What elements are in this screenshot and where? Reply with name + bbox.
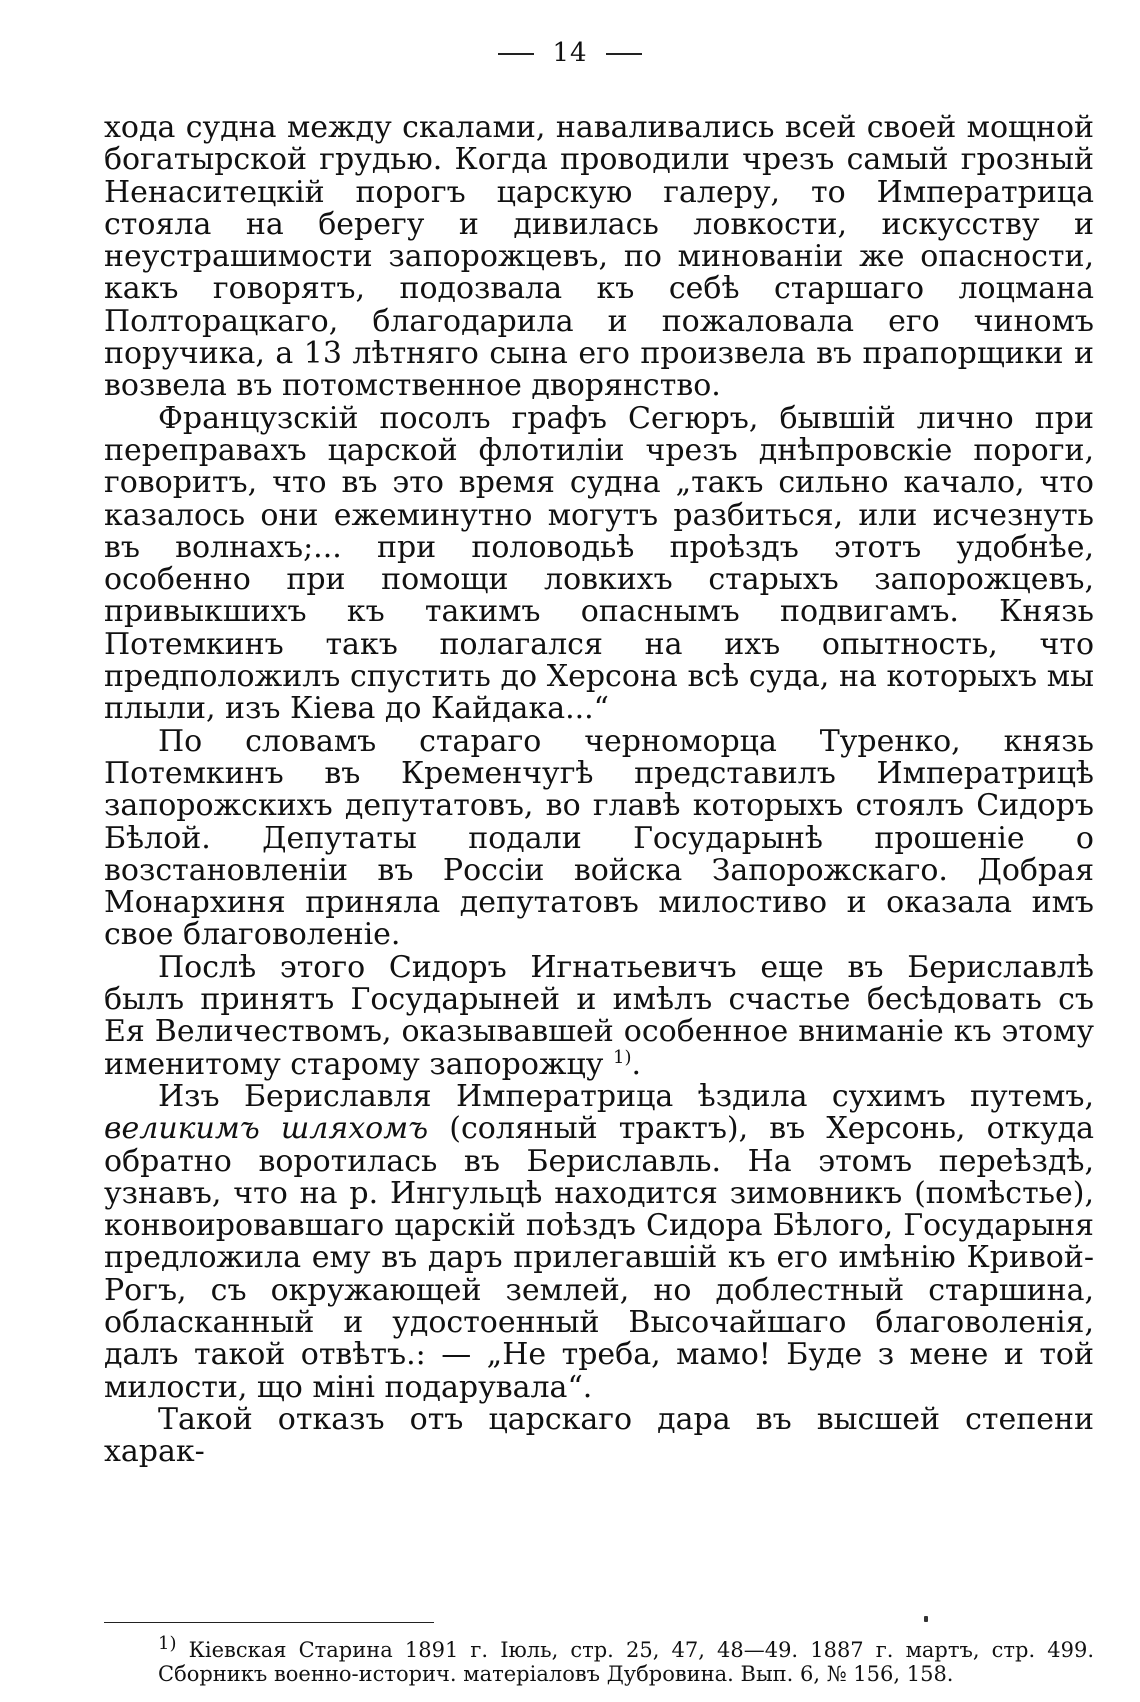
footnote-reference-number: 1 [613, 1046, 625, 1068]
left-dash [498, 53, 534, 55]
paragraph-4 [104, 949, 1094, 1082]
footnote-body [104, 1633, 1094, 1686]
footnote-reference: 1) [613, 1046, 632, 1068]
paragraph-5-italic: великимъ шляхомъ [104, 1111, 429, 1147]
paragraph-4-text: Послѣ этого Сидоръ Игнатьевичъ еще въ Бериславлѣ былъ принятъ Государыней и имѣлъ счастье бесѣдовать съ Ея Величествомъ, оказывавшей особенное вниманіе къ этому именитому старому запорожцу [104, 949, 1094, 1082]
main-text [104, 112, 1094, 1468]
paragraph-5 [104, 1078, 1094, 1405]
footnote-marker: 1) [158, 1633, 177, 1654]
footnote-1 [104, 1633, 1094, 1686]
right-dash [606, 53, 642, 55]
paragraph-6: Такой отказъ отъ царскаго дара въ высшей степени харак- [104, 1401, 1094, 1470]
footnote-marker-number: 1 [158, 1633, 170, 1654]
paragraph-2: Французскій посолъ графъ Сегюръ, бывшій лично при переправахъ царской флотиліи чрезъ днѣпровскіе пороги, говоритъ, что въ это время судна „такъ сильно качало, что казалось они ежеминутно могутъ разбиться, или исчезнуть въ волнахъ;... при половодьѣ проѣздъ этотъ удобнѣе, особенно при помощи ловкихъ старыхъ запорожцевъ, привыкшихъ къ такимъ опаснымъ подвигамъ. Князь Потемкинъ такъ полагался на ихъ опытность, что предположилъ спустить до Херсона всѣ суда, на которыхъ мы плыли, изъ Кіева до Кайдака...“ [104, 400, 1094, 727]
footnote-divider [104, 1622, 434, 1623]
page-number: 14 [552, 38, 588, 68]
page-number-header [0, 38, 1140, 68]
paragraph-5-after: (соляный трактъ), въ Херсонь, откуда обратно воротилась въ Бериславль. На этомъ переѣздѣ, узнавъ, что на р. Ингульцѣ находится зимовникъ (помѣстье), конвоировавшаго царскій поѣздъ Сидора Бѣлого, Государыня предложила ему въ даръ прилегавшій къ его имѣнію Кривой-Рогъ, съ окружающей землей, но доблестный старшина, обласканный и удостоенный Высочайшаго благоволенія, далъ такой отвѣтъ.: — „Не треба, мамо! Буде з мене и той милости, що міні подарувала“. [104, 1111, 1094, 1405]
footnote-text: Кіевская Старина 1891 г. Іюль, стр. 25, 47, 48—49. 1887 г. мартъ, стр. 499. Сборникъ военно-историч. матеріаловъ Дубровина. Вып. 6, № 156, 158. [158, 1638, 1094, 1686]
paragraph-1: хода судна между скалами, наваливались всей своей мощной богатырской грудью. Когда проводили чрезъ самый грозный Ненаситецкій порогъ царскую галеру, то Императрица стояла на берегу и дивилась ловкости, искусству и неустрашимости запорожцевъ, по минованіи же опасности, какъ говорятъ, подозвала къ себѣ старшаго лоцмана Полторацкаго, благодарила и пожаловала его чиномъ поручика, а 13 лѣтняго сына его произвела въ прапорщики и возвела въ потомственное дворянство. [104, 110, 1094, 404]
paragraph-5-before: Изъ Бериславля Императрица ѣздила сухимъ путемъ, [158, 1078, 1094, 1114]
paragraph-3: По словамъ стараго черноморца Туренко, князь Потемкинъ въ Кременчугѣ представилъ Императрицѣ запорожскихъ депутатовъ, во главѣ которыхъ стоялъ Сидоръ Бѣлой. Депутаты подали Государынѣ прошеніе о возстановленіи въ Россіи войска Запорожскаго. Добрая Монархиня приняла депутатовъ милостиво и оказала имъ свое благоволеніе. [104, 723, 1094, 953]
paragraph-4-tail: . [631, 1046, 642, 1082]
ink-speck [924, 1616, 928, 1622]
